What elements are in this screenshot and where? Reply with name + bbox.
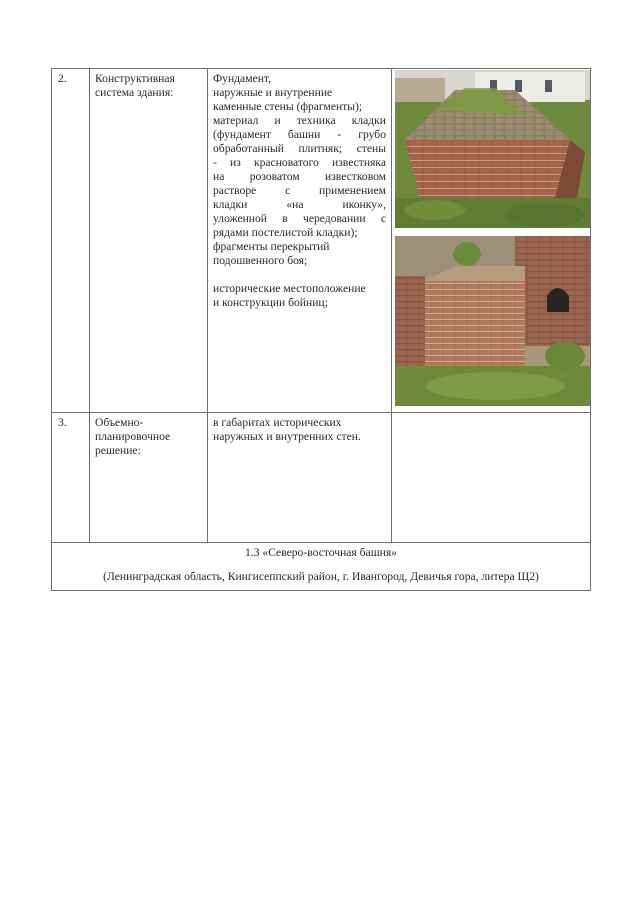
table-row [52,413,591,543]
row-label: Объемно-планировочное решение: [90,413,208,543]
object-caption [52,543,591,591]
row-description: в габаритах исторических наружных и внутренних стен. [208,413,392,543]
object-features-table [51,68,591,591]
row-number: 3. [52,413,90,543]
empty-photo-cell [392,413,591,543]
row-label: Конструктивная система здания: [90,69,208,413]
row-number: 2. [52,69,90,413]
caption-row [52,543,591,591]
tower-foundation-photo [395,70,590,228]
table-row [52,69,591,413]
tower-wall-photo [395,236,590,406]
object-address: (Ленинградская область, Кингисеппский район, г. Ивангород, Девичья гора, литера Щ2) [103,570,539,583]
object-title: 1.3 «Северо-восточная башня» [245,546,397,559]
photo-cell [392,69,591,413]
row-description: Фундамент, наружные и внутренние каменные стены (фрагменты); материал и техника кладки (фундамент башни - грубо обработанный плитняк; стены - из красноватого известняка на розоватом известковом растворе с применением кладки «на иконку», уложенной в чередовании с рядами постелистой кладки); фрагменты перекрытий подошвенного боя; исторические местоположение и конструкции бойниц; [208,69,392,413]
